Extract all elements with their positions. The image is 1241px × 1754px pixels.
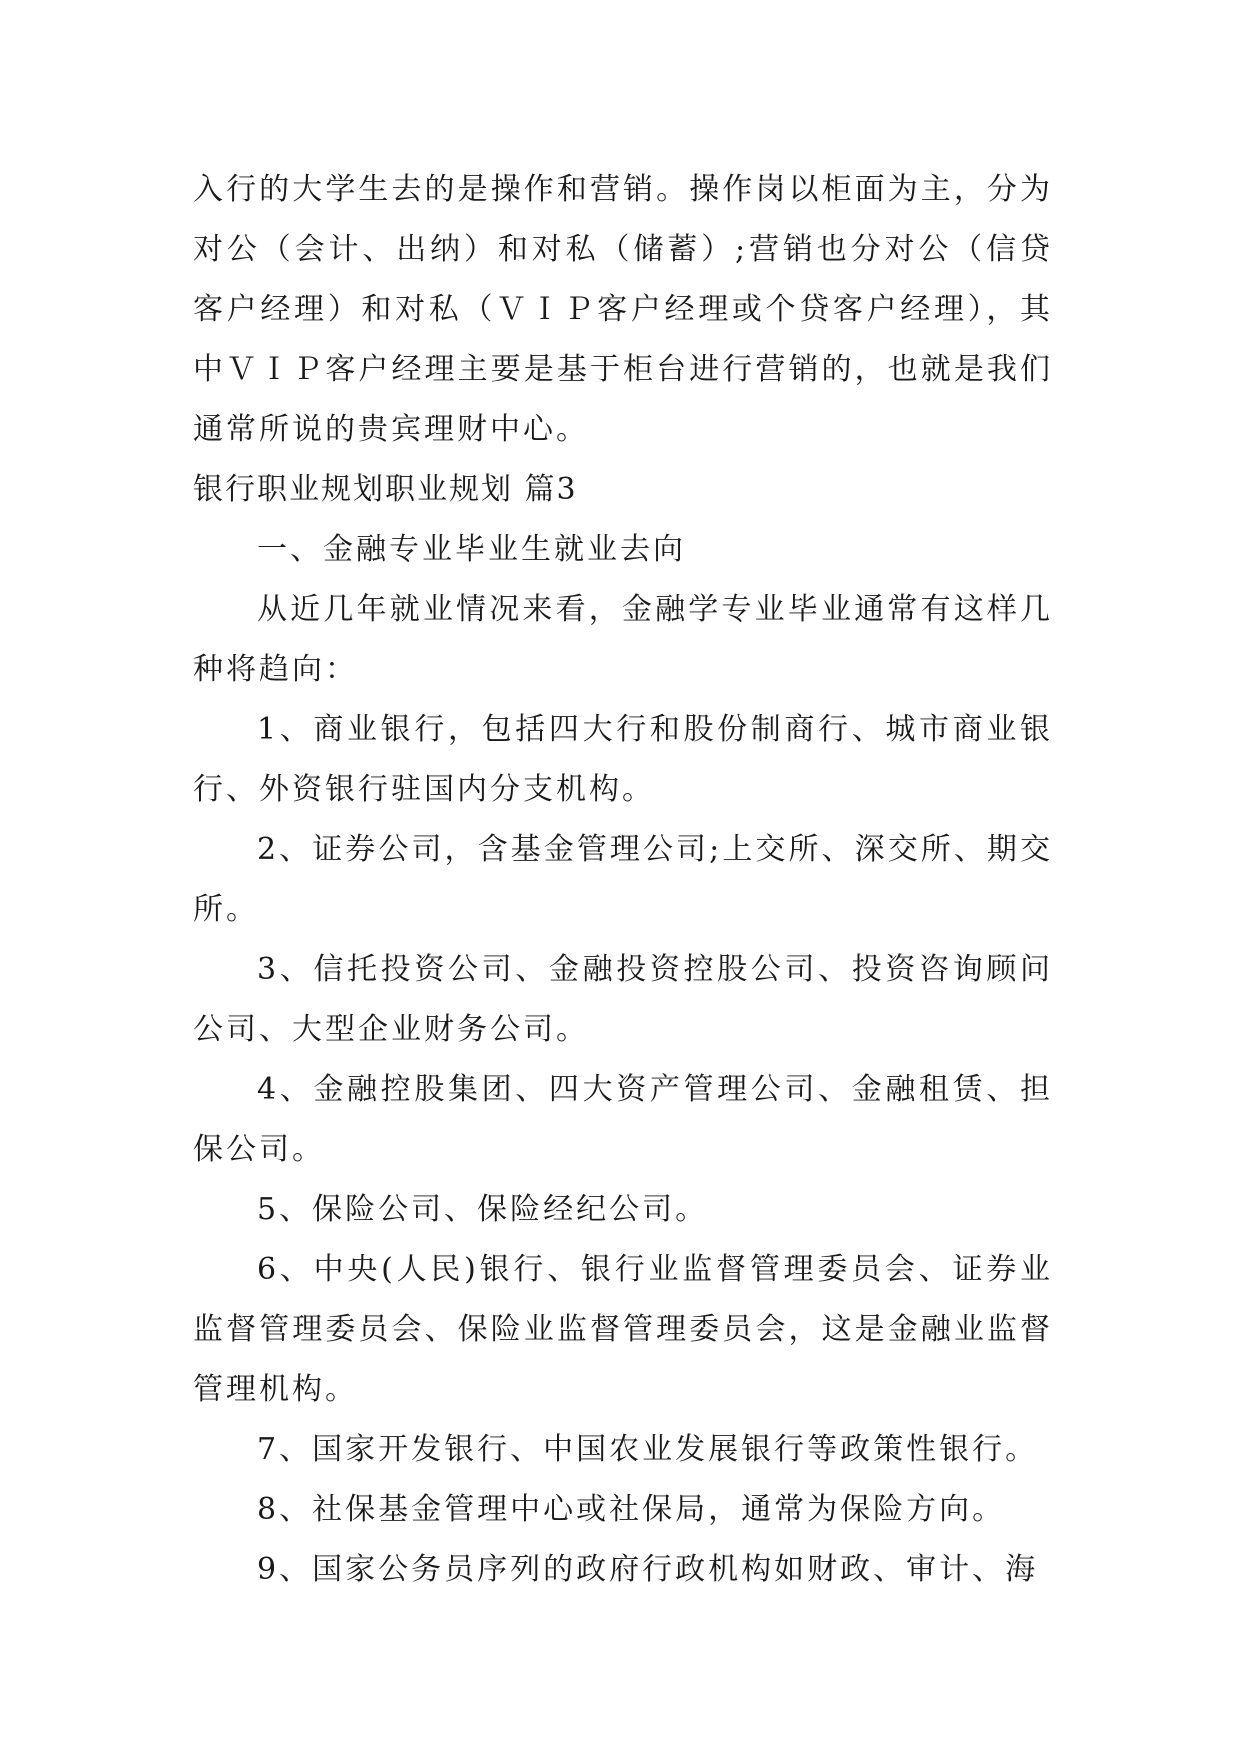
list-item: 8、社保基金管理中心或社保局，通常为保险方向。 bbox=[257, 1492, 1006, 1527]
list-item: 2、证券公司，含基金管理公司;上交所、深交所、期交所。 bbox=[193, 832, 1053, 927]
list-item: 6、中央(人民)银行、银行业监督管理委员会、证券业监督管理委员会、保险业监督管理委员会，这是金融业监督管理机构。 bbox=[193, 1252, 1053, 1407]
list-item: 5、保险公司、保险经纪公司。 bbox=[257, 1192, 709, 1227]
section-heading: 银行职业规划职业规划 篇3 bbox=[193, 472, 578, 507]
list-item: 9、国家公务员序列的政府行政机构如财政、审计、海 bbox=[257, 1552, 1039, 1587]
document-body bbox=[193, 160, 1053, 1600]
list-item: 1、商业银行，包括四大行和股份制商行、城市商业银行、外资银行驻国内分支机构。 bbox=[193, 712, 1053, 807]
list-item: 3、信托投资公司、金融投资控股公司、投资咨询顾问公司、大型企业财务公司。 bbox=[193, 952, 1053, 1047]
paragraph-intro: 从近几年就业情况来看，金融学专业毕业通常有这样几种将趋向： bbox=[193, 592, 1053, 687]
subsection-heading: 一、金融专业毕业生就业去向 bbox=[257, 532, 686, 567]
paragraph-continuation: 入行的大学生去的是操作和营销。操作岗以柜面为主，分为对公（会计、出纳）和对私（储蓄）;营销也分对公（信贷客户经理）和对私（ＶＩＰ客户经理或个贷客户经理），其中ＶＩＰ客户经理主要是基于柜台进行营销的，也就是我们通常所说的贵宾理财中心。 bbox=[193, 172, 1053, 447]
list-item: 4、金融控股集团、四大资产管理公司、金融租赁、担保公司。 bbox=[193, 1072, 1053, 1167]
list-item: 7、国家开发银行、中国农业发展银行等政策性银行。 bbox=[257, 1432, 1039, 1467]
